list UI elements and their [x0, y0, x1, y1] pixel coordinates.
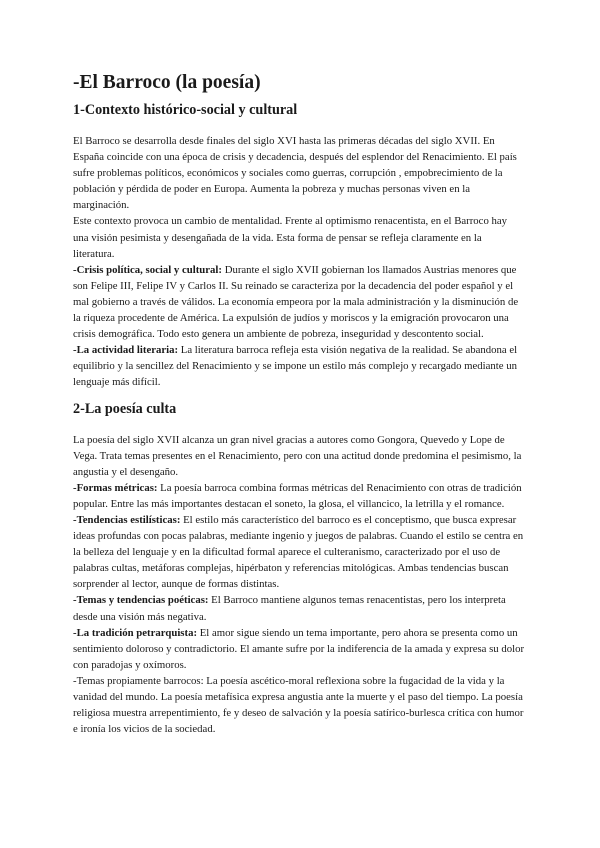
paragraph-label: -Formas métricas: — [73, 481, 158, 494]
paragraph-label: -La actividad literaria: — [73, 344, 179, 357]
paragraph-label: -Crisis política, social y cultural: — [73, 263, 222, 276]
paragraph-label: -Temas y tendencias poéticas: — [73, 594, 209, 607]
paragraph: La poesía del siglo XVII alcanza un gran nivel gracias a autores como Gongora, Quevedo y Lope de Vega. Trata temas presentes en el Renacimiento, pero con una actitud donde predomina el pesimismo, la angustia y el desengaño. — [73, 433, 522, 478]
paragraph: -Temas propiamente barrocos: La poesía ascético-moral reflexiona sobre la fugacidad de la vida y la vanidad del mundo. La poesía metafísica expresa angustia ante la muerte y el paso del tiempo. La poesía religiosa muestra arrepentimiento, fe y deseo de salvación y la poesía satírico-burlesca crítica con humor e ironía los vicios de la sociedad. — [73, 674, 524, 736]
section-heading-poesia-culta: 2-La poesía culta — [73, 400, 177, 417]
paragraph-text: La literatura barroca refleja esta visión negativa de la realidad. Se abandona el equilibrio y la sencillez del Renacimiento y se impone un estilo más complejo y recargado mediante un lenguaje más difícil. — [73, 344, 518, 389]
paragraph — [73, 342, 525, 390]
section-heading-context: 1-Contexto histórico-social y cultural — [73, 102, 298, 118]
document-page — [73, 70, 525, 737]
paragraph-text: El Barroco mantiene algunos temas renacentistas, pero los interpreta desde una visión más negativa. — [73, 594, 506, 623]
paragraph: Este contexto provoca un cambio de mentalidad. Frente al optimismo renacentista, en el Barroco hay una visión pesimista y desengañada de la vida. Esta forma de pensar se refleja claramente en la literatura. — [73, 215, 508, 260]
paragraph-text: Durante el siglo XVII gobiernan los llamados Austrias menores que son Felipe III, Felipe IV y Carlos II. Su reinado se caracteriza por la decadencia del poder español y el mal gobierno a través de válidos. La economía empeora por la mala administración y la disminución de la riqueza procedente de América. La expulsión de judíos y moriscos y la emigración provocaron una crisis demográfica. Todo esto genera un ambiente de pobreza, inseguridad y descontento social. — [73, 263, 519, 341]
paragraph-text: La poesía barroca combina formas métricas del Renacimiento con otras de tradición popular. Entre las más importantes destacan el soneto, la glosa, el villancico, la letrilla y el romance. — [73, 481, 522, 510]
paragraph: El Barroco se desarrolla desde finales del siglo XVI hasta las primeras décadas del siglo XVII. En España coincide con una época de crisis y decadencia, después del esplendor del Renacimiento. El país sufre problemas políticos, económicos y sociales como guerras, corrupción , empobrecimiento de la población y pérdida de poder en Europa. Aumenta la pobreza y muchas personas viven en la marginación. — [73, 135, 517, 212]
paragraph-label: -La tradición petrarquista: — [73, 626, 198, 639]
paragraph-label: -Tendencias estilísticas: — [73, 513, 181, 526]
document-title: -El Barroco (la poesía) — [73, 72, 261, 93]
paragraph — [73, 625, 525, 673]
paragraph — [73, 512, 525, 592]
paragraph — [73, 592, 525, 624]
paragraph — [73, 480, 525, 512]
paragraph — [73, 262, 525, 342]
paragraph-text: El amor sigue siendo un tema importante, pero ahora se presenta como un sentimiento doloroso y contradictorio. El amante sufre por la indiferencia de la amada y expresa su dolor con paradojas y oxímoros. — [73, 626, 525, 671]
paragraph-text: El estilo más característico del barroco es el conceptismo, que busca expresar ideas profundas con pocas palabras, mediante ingenio y juegos de palabras. Cuando el estilo se centra en la belleza del lenguaje y en la dificultad formal aparece el culteranismo, caracterizado por el uso de palabras cultas, metáforas complejas, hipérbaton y referencias mitológicas. Ambas tendencias buscan sorprender al lector, aunque de formas distintas. — [73, 513, 524, 591]
